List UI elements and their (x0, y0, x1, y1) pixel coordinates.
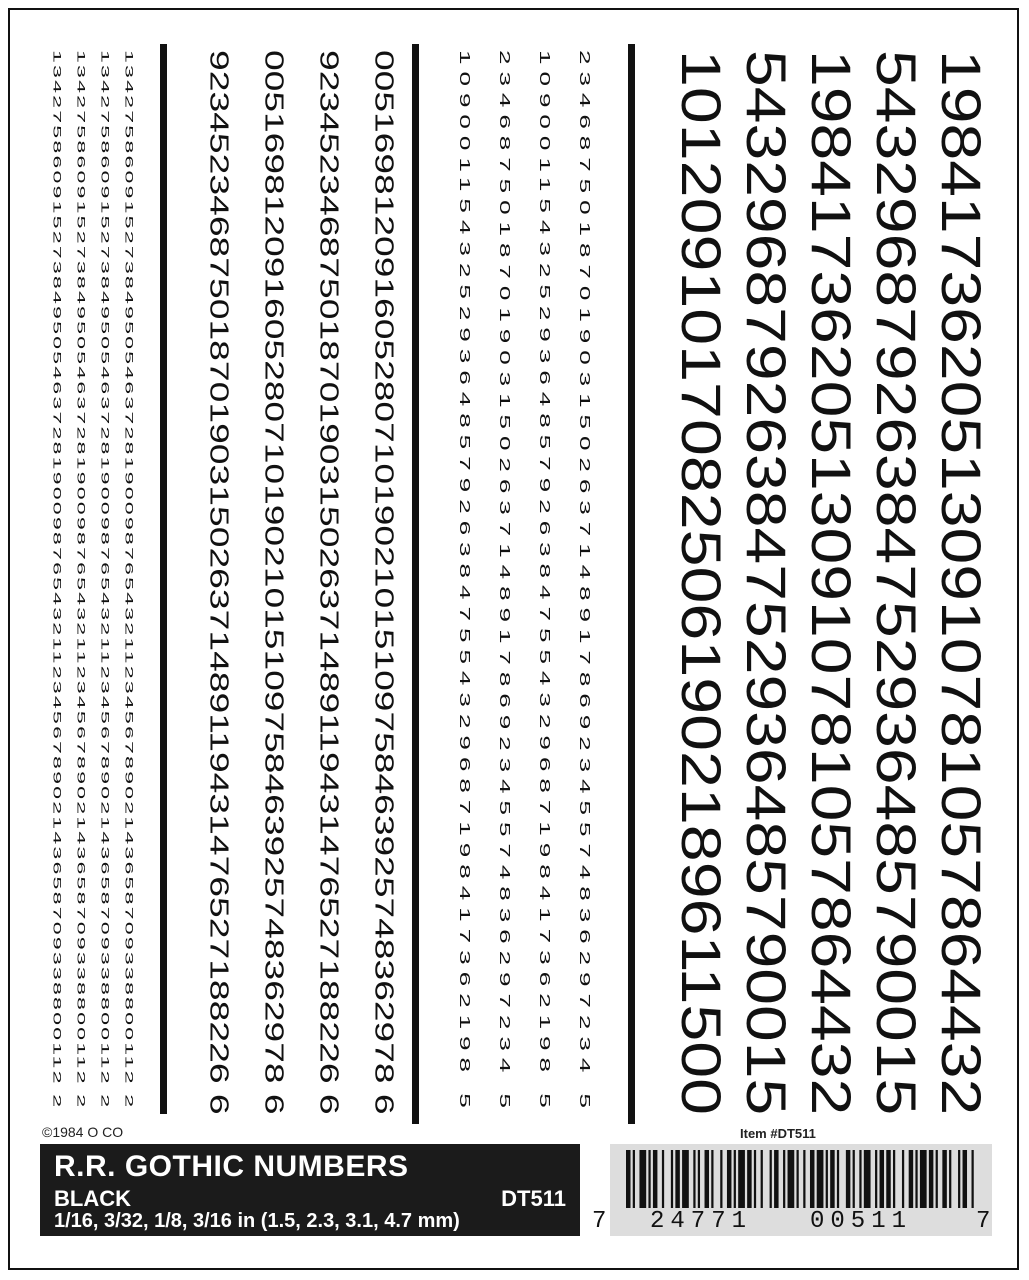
barcode-bar (693, 1150, 695, 1208)
barcode-bar (817, 1150, 824, 1208)
barcode-bar (920, 1150, 927, 1208)
numeral-row: 54329687926384752936485790015 (734, 50, 798, 1116)
numeral-row: 00516981209160528071019021015109758463925748362978 6 (369, 50, 400, 1115)
barcode-bar (936, 1150, 938, 1208)
barcode-bar (915, 1150, 917, 1208)
product-sizes: 1/16, 3/32, 1/8, 3/16 in (1.5, 2.3, 3.1, 4.7 mm) (54, 1210, 460, 1232)
barcode-bar (949, 1150, 951, 1208)
barcode-bar (864, 1150, 871, 1208)
barcode-bar (972, 1150, 974, 1208)
barcode-bar (853, 1150, 855, 1208)
numeral-row: 134275860915273849505463728190098765432112345678902143658709338800112 2 (74, 50, 87, 1110)
barcode-bar (774, 1150, 778, 1208)
barcode-bar (633, 1150, 635, 1208)
numeral-row: 00516981209160528071019021015109758463925748362978 6 (259, 50, 290, 1115)
decal-sheet (8, 8, 1019, 1270)
numeral-row: 19841736205130910781057864432 (799, 50, 863, 1116)
product-banner (40, 1144, 580, 1236)
barcode-bar (788, 1150, 795, 1208)
barcode-bar (662, 1150, 664, 1208)
barcode-bar (720, 1150, 722, 1208)
barcode-bar (886, 1150, 890, 1208)
barcode-right-digit: 7 (976, 1208, 991, 1235)
numeral-column (50, 50, 130, 1130)
barcode-bar (675, 1150, 679, 1208)
numeral-row: 109001154325293648579263847554329687198417362198 5 (535, 50, 553, 1115)
numeral-row: 134275860915273849505463728190098765432112345678902143658709338800112 2 (122, 50, 135, 1110)
barcode-bar (875, 1150, 877, 1208)
barcode-bar (653, 1150, 657, 1208)
numeral-row: 134275860915273849505463728190098765432112345678902143658709338800112 2 (98, 50, 111, 1110)
numeral-row: 10120910170825061902189611500 (669, 50, 733, 1116)
barcode-bar (682, 1150, 689, 1208)
barcode-left-digit: 7 (592, 1208, 607, 1235)
barcode-bar (963, 1150, 967, 1208)
barcode-bar (902, 1150, 904, 1208)
barcode-bar (761, 1150, 763, 1208)
barcode-bar (797, 1150, 799, 1208)
barcode-bar (727, 1150, 731, 1208)
numeral-row: 234687501870190315026371489178692345574836297234 5 (495, 50, 513, 1115)
numeral-row: 54329687926384752936485790015 (864, 50, 928, 1116)
barcode-bar (671, 1150, 673, 1208)
numeral-row: 234687501870190315026371489178692345574836297234 5 (575, 50, 593, 1115)
barcode-bar (754, 1150, 756, 1208)
numeral-column (204, 50, 290, 1130)
numeral-row: 92345234687501870190315026371489119431476527188226 6 (204, 50, 235, 1115)
numeral-column (456, 50, 536, 1130)
numeral-row: 92345234687501870190315026371489119431476527188226 6 (314, 50, 345, 1115)
numeral-column (670, 50, 750, 1130)
barcode-bar (783, 1150, 785, 1208)
barcode-bar (893, 1150, 895, 1208)
barcode-bars (626, 1150, 976, 1210)
numeral-row: 109001154325293648579263847554329687198417362198 5 (455, 50, 473, 1115)
barcode-bar (734, 1150, 736, 1208)
barcode-bar (826, 1150, 828, 1208)
copyright-notice: ©1984 O CO (42, 1124, 124, 1140)
barcode-bar (810, 1150, 814, 1208)
barcode-bar (738, 1150, 745, 1208)
barcode-bar (711, 1150, 713, 1208)
barcode-bar (648, 1150, 650, 1208)
barcode-bar (705, 1150, 709, 1208)
barcode-bar (698, 1150, 700, 1208)
barcode-bar (846, 1150, 850, 1208)
barcode-bar (859, 1150, 861, 1208)
product-color: BLACK (54, 1186, 131, 1211)
numeral-row: 134275860915273849505463728190098765432112345678902143658709338800112 2 (50, 50, 63, 1110)
product-code: DT511 (501, 1186, 566, 1211)
numeral-row: 19841736205130910781057864432 (929, 50, 993, 1116)
barcode-bar (909, 1150, 913, 1208)
barcode (592, 1144, 992, 1236)
barcode-bar (942, 1150, 946, 1208)
barcode-left-group: 24771 (650, 1208, 753, 1235)
barcode-bar (929, 1150, 933, 1208)
barcode-bar (639, 1150, 646, 1208)
barcode-bar (880, 1150, 884, 1208)
barcode-right-group: 00511 (810, 1208, 913, 1235)
barcode-bar (770, 1150, 772, 1208)
barcode-bar (626, 1150, 630, 1208)
barcode-bar (830, 1150, 834, 1208)
item-number-label: Item #DT511 (740, 1126, 816, 1141)
product-title: R.R. GOTHIC NUMBERS (54, 1150, 409, 1183)
barcode-bar (803, 1150, 805, 1208)
barcode-bar (747, 1150, 751, 1208)
barcode-bar (958, 1150, 960, 1208)
barcode-bar (837, 1150, 839, 1208)
